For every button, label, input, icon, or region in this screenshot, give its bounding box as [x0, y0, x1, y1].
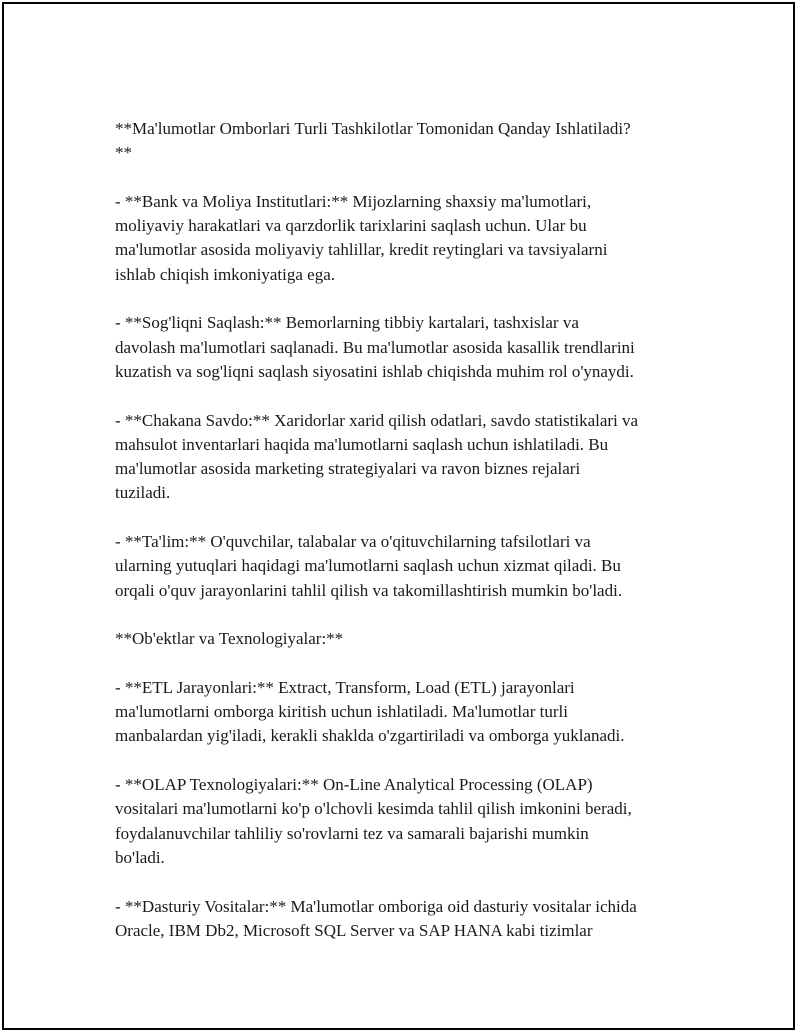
- paragraph-education: - **Ta'lim:** O'quvchilar, talabalar va o'qituvchilarning tafsilotlari va ularning yutuqlari haqidagi ma'lumotlarni saqlash uchun xizmat qiladi. Bu orqali o'quv jarayonlarini tahlil qilish va takomillashtirish mumkin bo'ladi.: [115, 532, 623, 600]
- paragraph-health: - **Sog'liqni Saqlash:** Bemorlarning tibbiy kartalari, tashxislar va davolash ma'lumotlari saqlanadi. Bu ma'lumotlar asosida kasallik trendlarini kuzatish va sog'liqni saqlash siyosatini ishlab chiqishda muhim rol o'ynaydi.: [115, 313, 635, 381]
- document-heading: **Ma'lumotlar Omborlari Turli Tashkilotlar Tomonidan Qanday Ishlatiladi? **: [115, 119, 631, 163]
- paragraph-retail: - **Chakana Savdo:** Xaridorlar xarid qilish odatlari, savdo statistikalari va mahsulot inventarlari haqida ma'lumotlarni saqlash uchun ishlatiladi. Bu ma'lumotlar asosida marketing strategiyalari va ravon biznes rejalari tuziladi.: [115, 410, 639, 503]
- paragraph-bank: - **Bank va Moliya Institutlari:** Mijozlarning shaxsiy ma'lumotlari, moliyaviy harakatlari va qarzdorlik tarixlarini saqlash uchun. Ular bu ma'lumotlar asosida moliyaviy tahlillar, kredit reytinglari va tavsiyalarni ishlab chiqish imkoniyatiga ega.: [115, 191, 608, 284]
- paragraph-olap: - **OLAP Texnologiyalari:** On-Line Analytical Processing (OLAP) vositalari ma'lumotlarni ko'p o'lchovli kesimda tahlil qilish imkonini beradi, foydalanuvchilar tahliliy so'rovlarni tez va samarali bajarishi mumkin bo'ladi.: [115, 775, 632, 867]
- paragraph-software: - **Dasturiy Vositalar:** Ma'lumotlar omboriga oid dasturiy vositalar ichida Oracle, IBM Db2, Microsoft SQL Server va SAP HANA kabi tizimlar: [115, 896, 637, 940]
- paragraph-etl: - **ETL Jarayonlari:** Extract, Transform, Load (ETL) jarayonlari ma'lumotlarni omborga kiritish uchun ishlatiladi. Ma'lumotlar turli manbalardan yig'iladi, kerakli shaklda o'zgartiriladi va omborga yuklanadi.: [115, 677, 625, 746]
- section-heading: **Ob'ektlar va Texnologiyalar:**: [115, 629, 344, 649]
- document-body: [115, 117, 705, 967]
